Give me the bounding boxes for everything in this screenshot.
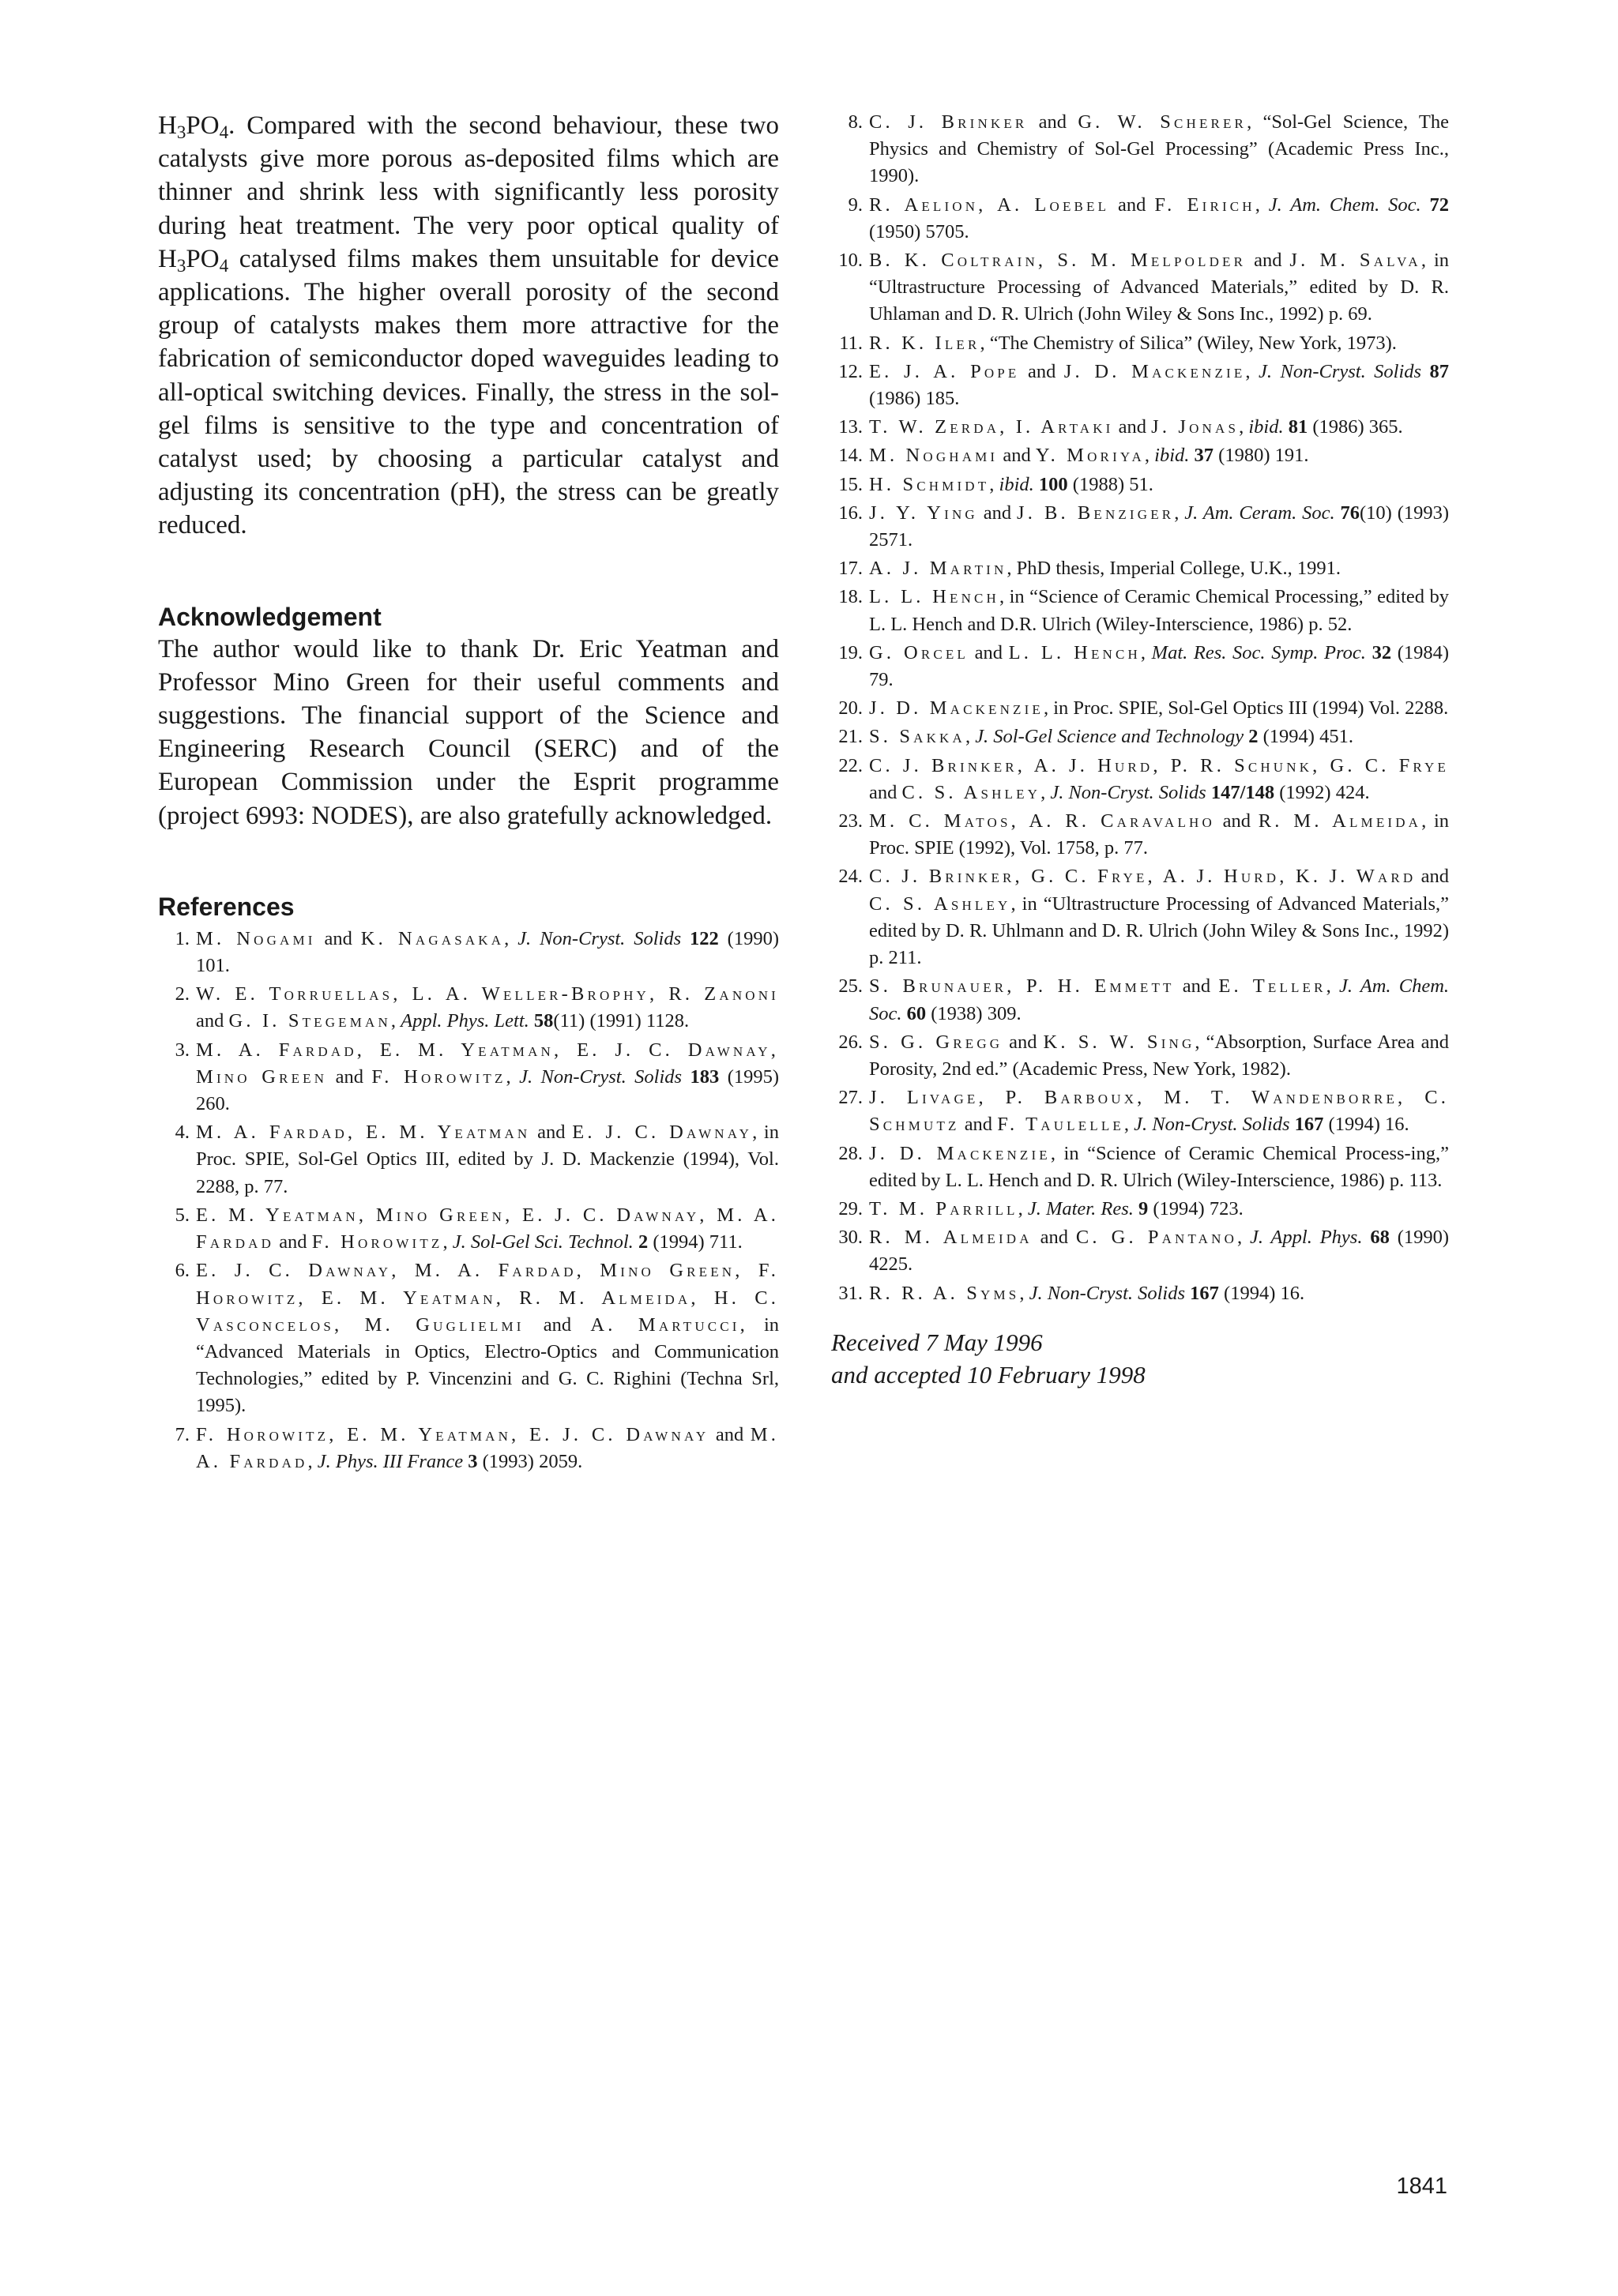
reference-text: (1994) 711. xyxy=(648,1231,743,1253)
reference-item xyxy=(831,640,1449,693)
reference-text: (1994) 16. xyxy=(1218,1282,1305,1304)
reference-authors: M. Nogami xyxy=(196,927,316,949)
reference-item xyxy=(831,192,1449,246)
reference-number: 2. xyxy=(175,983,190,1005)
reference-number: 30. xyxy=(838,1227,863,1249)
reference-text: (1990) 101. xyxy=(196,927,780,977)
reference-text: and xyxy=(968,641,1009,663)
reference-journal: ibid. xyxy=(999,473,1034,495)
reference-text: , xyxy=(1174,502,1185,524)
reference-text: (1994) 16. xyxy=(1323,1114,1409,1136)
reference-number: 20. xyxy=(838,697,863,720)
reference-journal: J. Non-Cryst. Solids xyxy=(517,927,682,949)
reference-number: 17. xyxy=(838,558,863,580)
reference-number: 13. xyxy=(838,416,863,438)
reference-volume: 76 xyxy=(1340,502,1360,524)
reference-item xyxy=(831,808,1449,862)
reference-journal: J. Phys. III France xyxy=(317,1450,464,1472)
reference-authors: J. Livage, P. Barboux, M. T. Wandenborre, C. Schmutz xyxy=(869,1087,1449,1136)
reference-authors: J. B. Benziger xyxy=(1017,502,1175,524)
reference-authors: A. Martucci xyxy=(590,1313,740,1336)
reference-journal: J. Non-Cryst. Solids xyxy=(1134,1114,1290,1136)
reference-text: and xyxy=(1019,360,1064,382)
reference-text: (1986) 185. xyxy=(869,388,960,410)
reference-item xyxy=(831,109,1449,190)
reference-number: 3. xyxy=(175,1039,190,1061)
reference-journal: Appl. Phys. Lett. xyxy=(401,1010,529,1032)
subscript: 3 xyxy=(176,254,186,276)
reference-text: , in “Ultrastructure Processing of Advanced Materials,” edited by D. R. Uhlmann and D. R. Ulrich (John Wiley & Sons Inc., 1992) p. 211. xyxy=(869,892,1449,969)
reference-volume: 183 xyxy=(690,1065,720,1088)
reference-text: (1988) 51. xyxy=(1067,473,1153,495)
reference-text: , in Proc. SPIE, Sol-Gel Optics III, edited by J. D. Mackenzie (1994), Vol. 2288, p. 77. xyxy=(196,1122,779,1197)
reference-item xyxy=(831,973,1449,1027)
reference-authors: M. A. Fardad, E. M. Yeatman, E. J. C. Dawnay, Mino Green xyxy=(196,1039,779,1088)
reference-authors: C. J. Brinker, A. J. Hurd, P. R. Schunk, G. C. Frye xyxy=(869,754,1449,776)
reference-authors: L. L. Hench xyxy=(1008,641,1141,663)
reference-number: 18. xyxy=(838,586,863,608)
reference-item xyxy=(158,1422,779,1475)
reference-text: (1994) 451. xyxy=(1258,726,1353,748)
reference-item xyxy=(831,723,1449,750)
text-run: H xyxy=(158,111,177,140)
reference-journal: J. Mater. Res. xyxy=(1027,1197,1134,1219)
reference-list-left xyxy=(158,926,779,1475)
reference-item xyxy=(831,359,1449,412)
reference-item xyxy=(158,1037,779,1118)
reference-volume: 167 xyxy=(1190,1282,1219,1304)
reference-item xyxy=(831,500,1449,554)
reference-text: and xyxy=(1416,866,1449,888)
reference-number: 24. xyxy=(838,866,863,888)
reference-authors: R. Aelion, A. Loebel xyxy=(869,194,1110,216)
reference-authors: C. S. Ashley xyxy=(869,892,1011,915)
reference-number: 1. xyxy=(175,927,190,949)
reference-number: 10. xyxy=(838,250,863,272)
reference-text: and xyxy=(327,1065,372,1088)
reference-text: , xyxy=(1255,194,1269,216)
reference-text: , in “Ultrastructure Processing of Advanced Materials,” edited by D. R. Uhlaman and D. R. Ulrich (John Wiley & Sons Inc., 1992) p. 69. xyxy=(869,250,1449,325)
reference-item xyxy=(158,981,779,1035)
reference-text xyxy=(1366,642,1372,663)
reference-authors: M. A. Fardad, E. M. Yeatman xyxy=(196,1122,531,1144)
reference-text: , xyxy=(1237,1227,1251,1249)
reference-text: and xyxy=(1109,194,1155,216)
reference-text: and xyxy=(1113,416,1152,438)
reference-text xyxy=(681,928,690,949)
reference-volume: 147/148 xyxy=(1210,781,1275,803)
reference-text: (1980) 191. xyxy=(1214,445,1309,467)
reference-text xyxy=(1421,361,1429,382)
reference-volume: 2 xyxy=(1248,726,1259,748)
reference-authors: T. M. Parrill xyxy=(869,1197,1018,1219)
reference-authors: M. C. Matos, A. R. Caravalho xyxy=(869,810,1215,832)
reference-text: , xyxy=(442,1231,453,1253)
reference-authors: F. Horowitz xyxy=(371,1065,506,1088)
reference-text: , in Proc. SPIE, Sol-Gel Optics III (1994) Vol. 2288. xyxy=(1043,697,1449,720)
reference-authors: R. K. Iler xyxy=(869,332,980,354)
reference-item xyxy=(831,555,1449,582)
reference-journal: J. Am. Chem. Soc. xyxy=(869,975,1450,1024)
reference-authors: G. I. Stegeman xyxy=(228,1010,391,1032)
acknowledgement-text: The author would like to thank Dr. Eric Yeatman and Professor Mino Green for their useful comments and suggestions. The financial support of the Science and Engineering Research Council (SERC) and of the European Commission under the Esprit programme (project 6993: NODES), are also gratefully acknowledged. xyxy=(158,634,779,830)
reference-authors: F. Eirich xyxy=(1154,194,1255,216)
reference-authors: E. J. C. Dawnay xyxy=(572,1122,753,1144)
reference-journal: J. Non-Cryst. Solids xyxy=(519,1065,683,1088)
reference-authors: C. S. Ashley xyxy=(901,781,1041,803)
reference-volume: 122 xyxy=(690,927,719,949)
reference-number: 8. xyxy=(848,111,863,133)
reference-text: , xyxy=(1123,1114,1134,1136)
reference-authors: F. Horowitz, E. M. Yeatman, E. J. C. Dawnay xyxy=(196,1423,709,1445)
reference-item xyxy=(831,753,1449,806)
reference-authors: G. Orcel xyxy=(869,641,969,663)
reference-text: , in “Science of Ceramic Chemical Processing,” edited by L. L. Hench and D.R. Ulrich (Wiley-Interscience, 1986) p. 52. xyxy=(869,586,1449,635)
reference-text: and xyxy=(524,1313,591,1336)
reference-number: 28. xyxy=(838,1142,863,1164)
reference-number: 9. xyxy=(848,194,863,216)
reference-authors: C. J. Brinker, G. C. Frye, A. J. Hurd, K. J. Ward xyxy=(869,866,1417,888)
reference-item xyxy=(831,1196,1449,1223)
reference-authors: A. J. Martin xyxy=(869,558,1007,580)
reference-volume: 3 xyxy=(468,1450,478,1472)
reference-item xyxy=(831,1224,1449,1278)
reference-number: 5. xyxy=(175,1204,190,1226)
reference-text: , xyxy=(965,726,976,748)
reference-authors: E. M. Yeatman, Mino Green, E. J. C. Dawnay, M. A. Fardad xyxy=(196,1204,779,1253)
reference-item xyxy=(831,1140,1449,1194)
reference-item xyxy=(831,472,1449,498)
reference-authors: C. G. Pantano xyxy=(1075,1227,1238,1249)
reference-authors: F. Horowitz xyxy=(311,1231,443,1253)
reference-item xyxy=(831,442,1449,469)
accepted-date: and accepted 10 February 1998 xyxy=(831,1360,1146,1388)
reference-text: (1950) 5705. xyxy=(869,220,969,242)
reference-number: 6. xyxy=(175,1260,190,1282)
reference-text: , xyxy=(307,1450,318,1472)
reference-text: and xyxy=(709,1423,751,1445)
reference-volume: 81 xyxy=(1288,416,1308,438)
reference-authors: H. Schmidt xyxy=(869,473,990,495)
reference-authors: J. D. Mackenzie xyxy=(1063,360,1246,382)
subscript: 3 xyxy=(176,121,186,142)
reference-number: 27. xyxy=(838,1087,863,1109)
reference-text: , xyxy=(1040,781,1051,803)
received-date: Received 7 May 1996 xyxy=(831,1328,1043,1356)
reference-list-right xyxy=(831,109,1449,1307)
reference-text: (1938) 309. xyxy=(926,1002,1022,1024)
reference-text: (10) (1993) 2571. xyxy=(869,502,1450,551)
reference-journal: J. Am. Chem. Soc. xyxy=(1268,194,1421,216)
reference-authors: M. Noghami xyxy=(869,445,999,467)
reference-text: (1984) 79. xyxy=(869,641,1450,691)
reference-text: , xyxy=(1140,641,1152,663)
reference-number: 22. xyxy=(838,754,863,776)
reference-item xyxy=(831,1084,1449,1138)
reference-volume: 32 xyxy=(1372,641,1392,663)
reference-volume: 100 xyxy=(1038,473,1068,495)
reference-text: and xyxy=(530,1122,573,1144)
reference-authors: M. A. Fardad xyxy=(196,1423,780,1472)
reference-journal: Mat. Res. Soc. Symp. Proc. xyxy=(1151,641,1366,663)
reference-item xyxy=(158,1257,779,1419)
reference-item xyxy=(831,414,1449,441)
reference-number: 14. xyxy=(838,445,863,467)
reference-volume: 167 xyxy=(1294,1114,1324,1136)
text-run: PO xyxy=(186,111,220,140)
reference-number: 25. xyxy=(838,975,863,998)
reference-number: 19. xyxy=(838,641,863,663)
reference-authors: J. D. Mackenzie xyxy=(869,697,1044,720)
page-number: 1841 xyxy=(1396,2174,1447,2199)
reference-text: (1995) 260. xyxy=(196,1065,780,1115)
reference-text: and xyxy=(1214,810,1259,832)
reference-number: 16. xyxy=(838,502,863,524)
reference-text: (1994) 723. xyxy=(1148,1197,1244,1219)
reference-text: , “The Chemistry of Silica” (Wiley, New York, 1973). xyxy=(980,332,1397,354)
reference-number: 4. xyxy=(175,1122,190,1144)
reference-journal: ibid. xyxy=(1248,416,1284,438)
reference-item xyxy=(831,584,1449,637)
reference-volume: 2 xyxy=(638,1231,649,1253)
reference-number: 7. xyxy=(175,1423,190,1445)
reference-text: and xyxy=(315,927,361,949)
reference-item xyxy=(831,1280,1449,1307)
reference-authors: E. Teller xyxy=(1218,975,1326,998)
reference-journal: J. Sol-Gel Science and Technology xyxy=(975,726,1244,748)
reference-text: , xyxy=(1245,360,1259,382)
reference-text: and xyxy=(274,1231,312,1253)
reference-item xyxy=(831,330,1449,357)
reference-item xyxy=(158,926,779,979)
reference-authors: E. J. C. Dawnay, M. A. Fardad, Mino Green, F. Horowitz, E. M. Yeatman, R. M. Almeida, H. C. Vasconcelos, M. Guglielmi xyxy=(196,1260,779,1336)
reference-authors: Y. Moriya xyxy=(1035,445,1145,467)
reference-text: and xyxy=(977,502,1017,524)
reference-text xyxy=(682,1066,690,1088)
reference-authors: C. J. Brinker xyxy=(869,111,1028,133)
reference-number: 26. xyxy=(838,1031,863,1053)
subscript: 4 xyxy=(219,121,229,142)
reference-text: , xyxy=(1326,975,1339,998)
reference-number: 15. xyxy=(838,473,863,495)
reference-number: 31. xyxy=(838,1282,863,1304)
reference-text: , “Sol-Gel Science, The Physics and Chemistry of Sol-Gel Processing” (Academic Press Inc., 1990). xyxy=(869,111,1450,187)
reference-item xyxy=(831,247,1449,329)
reference-journal: J. Appl. Phys. xyxy=(1250,1227,1363,1249)
subscript: 4 xyxy=(219,254,229,276)
reference-text xyxy=(1421,194,1430,216)
reference-volume: 9 xyxy=(1138,1197,1149,1219)
reference-volume: 72 xyxy=(1429,194,1450,216)
reference-number: 23. xyxy=(838,810,863,832)
reference-authors: R. R. A. Syms xyxy=(869,1282,1020,1304)
reference-journal: J. Non-Cryst. Solids xyxy=(1050,781,1206,803)
reference-authors: E. J. A. Pope xyxy=(869,360,1020,382)
reference-authors: W. E. Torruellas, L. A. Weller-Brophy, R. Zanoni xyxy=(196,983,779,1005)
reference-text: (1993) 2059. xyxy=(477,1450,583,1472)
reference-authors: R. M. Almeida xyxy=(869,1227,1033,1249)
reference-volume: 37 xyxy=(1194,445,1214,467)
reference-text xyxy=(1335,502,1341,524)
text-run: catalysed films makes them unsuitable for device applications. The higher overall porosity of the second group of catalysts makes them more attractive for the fabrication of semiconductor doped waveguides leading to all-optical switching devices. Finally, the stress in the sol-gel films is sensitive to the type and concentration of catalyst used; by choosing a particular catalyst and adjusting its concentration (pH), the stress can be greatly reduced. xyxy=(158,244,779,540)
reference-volume: 87 xyxy=(1429,360,1450,382)
reference-authors: S. G. Gregg xyxy=(869,1031,1003,1053)
reference-journal: J. Non-Cryst. Solids xyxy=(1029,1282,1186,1304)
received-note xyxy=(831,1326,1449,1391)
reference-text: , in Proc. SPIE (1992), Vol. 1758, p. 77. xyxy=(869,810,1449,859)
reference-text: , xyxy=(506,1065,520,1088)
reference-authors: K. Nagasaka xyxy=(360,927,505,949)
text-run: . Compared with the second behaviour, these two catalysts give more porous as-deposited films which are thinner and shrink less with significantly less porosity during heat treatment. The very poor optical quality of H xyxy=(158,111,779,273)
reference-text: and xyxy=(1174,975,1219,998)
references-heading: References xyxy=(158,892,295,921)
reference-authors: J. Jonas xyxy=(1151,416,1240,438)
reference-authors: G. W. Scherer xyxy=(1078,111,1247,133)
reference-item xyxy=(158,1202,779,1256)
reference-number: 29. xyxy=(838,1197,863,1219)
reference-text: , PhD thesis, Imperial College, U.K., 1991. xyxy=(1007,558,1341,580)
reference-text: and xyxy=(959,1114,998,1136)
reference-text: and xyxy=(1027,111,1078,133)
reference-authors: L. L. Hench xyxy=(869,586,999,608)
reference-text: , xyxy=(1239,416,1249,438)
reference-text: (1986) 365. xyxy=(1308,416,1403,438)
reference-text: , xyxy=(504,927,518,949)
reference-authors: R. M. Almeida xyxy=(1258,810,1422,832)
reference-text xyxy=(1362,1227,1370,1248)
reference-authors: F. Taulelle xyxy=(997,1114,1124,1136)
reference-text: and xyxy=(1032,1227,1076,1249)
reference-journal: J. Sol-Gel Sci. Technol. xyxy=(452,1231,634,1253)
reference-text: , xyxy=(390,1010,401,1032)
reference-journal: J. Am. Ceram. Soc. xyxy=(1184,502,1335,524)
reference-text: and xyxy=(1003,1031,1044,1053)
reference-text: (11) (1991) 1128. xyxy=(553,1010,690,1032)
acknowledgement-heading: Acknowledgement xyxy=(158,602,382,631)
reference-text: (1992) 424. xyxy=(1274,781,1370,803)
reference-journal: J. Non-Cryst. Solids xyxy=(1259,360,1422,382)
reference-number: 12. xyxy=(838,360,863,382)
reference-text: , in “Advanced Materials in Optics, Electro-Optics and Communication Technologies,” edited by P. Vincenzini and G. C. Righini (Techna Srl, 1995). xyxy=(196,1313,780,1417)
reference-text: , “Absorption, Surface Area and Porosity, 2nd ed.” (Academic Press, New York, 1982). xyxy=(869,1031,1449,1080)
concluding-paragraph xyxy=(158,109,779,543)
right-column xyxy=(831,109,1449,1391)
reference-authors: B. K. Coltrain, S. M. Melpolder xyxy=(869,250,1247,272)
reference-authors: S. Sakka xyxy=(869,726,965,748)
reference-journal: ibid. xyxy=(1154,445,1190,467)
reference-item xyxy=(831,695,1449,722)
reference-text: (1990) 4225. xyxy=(869,1227,1450,1276)
reference-text: and xyxy=(998,445,1036,467)
reference-text: and xyxy=(196,1010,229,1032)
reference-authors: K. S. W. Sing xyxy=(1043,1031,1195,1053)
reference-text: and xyxy=(1246,250,1290,272)
reference-text: , in “Science of Ceramic Chemical Process-ing,” edited by L. L. Hench and D. R. Ulrich (Wiley-Interscience, 1986) p. 113. xyxy=(869,1142,1449,1191)
reference-text: and xyxy=(869,781,902,803)
reference-authors: J. M. Salva xyxy=(1289,250,1421,272)
reference-item xyxy=(158,1119,779,1201)
reference-text: , xyxy=(1019,1282,1029,1304)
reference-volume: 60 xyxy=(906,1002,927,1024)
reference-text: , xyxy=(989,473,999,495)
reference-number: 21. xyxy=(838,726,863,748)
reference-authors: J. D. Mackenzie xyxy=(869,1142,1051,1164)
reference-volume: 68 xyxy=(1370,1227,1390,1249)
reference-item xyxy=(831,863,1449,971)
reference-volume: 58 xyxy=(533,1010,554,1032)
reference-authors: T. W. Zerda, I. Artaki xyxy=(869,416,1114,438)
reference-text: , xyxy=(1018,1197,1028,1219)
reference-item xyxy=(831,1029,1449,1083)
reference-authors: J. Y. Ying xyxy=(869,502,978,524)
reference-number: 11. xyxy=(839,332,863,354)
reference-authors: S. Brunauer, P. H. Emmett xyxy=(869,975,1175,998)
reference-text: , xyxy=(1144,445,1155,467)
left-column xyxy=(158,109,779,1477)
text-run: PO xyxy=(186,244,220,273)
